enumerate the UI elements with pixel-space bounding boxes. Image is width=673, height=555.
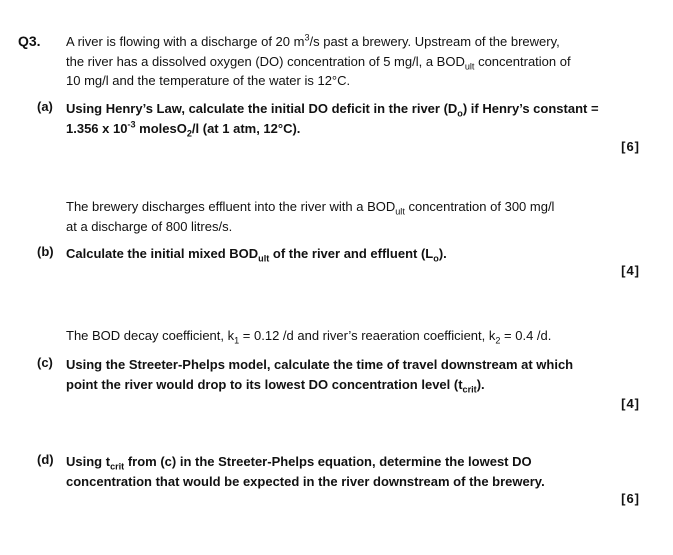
intro-line-3: 10 mg/l and the temperature of the water is 12°C. — [66, 73, 351, 88]
part-b-question: Calculate the initial mixed $BOD_{ult}$ of the river and effluent $(L_o)$. — [66, 246, 447, 264]
part-d-question: Using $t_{crit}$ from (c) in the Streeter-Phelps equation, determine the lowest DO concentration that would be expected in the river downstream of the brewery. — [66, 454, 545, 489]
part-d-marks: [6] — [621, 491, 640, 506]
part-a-marks: [6] — [621, 139, 640, 154]
question-number: Q3. — [18, 33, 41, 49]
part-c-label: (c) — [37, 355, 53, 370]
part-c-marks: [4] — [621, 396, 640, 411]
part-c-context: The BOD decay coefficient, $k_1 = 0.12$ /d and river’s reaeration coefficient, $k_2 = 0.4$ /d. — [66, 328, 552, 346]
intro-line-1: A river is flowing with a discharge of 20 $m^3/s$ past a brewery. Upstream of the brewery, — [66, 32, 560, 49]
part-b-marks: [4] — [621, 263, 640, 278]
part-b-label: (b) — [37, 244, 54, 259]
intro-line-2: the river has a dissolved oxygen (DO) concentration of 5 mg/l, a $BOD_{ult}$ concentration of — [66, 53, 571, 72]
question-intro — [66, 32, 646, 91]
part-a-label: (a) — [37, 99, 53, 114]
part-b-context: The brewery discharges effluent into the river with a $BOD_{ult}$ concentration of 300 mg/l at a discharge of 800 litres/s. — [66, 199, 555, 234]
part-a-question: Using Henry’s Law, calculate the initial DO deficit in the river $(D_o)$ if Henry’s constant = 1.356 x $10^{-3}$ molesO$_2$/l (at 1 atm, 12°C). — [66, 101, 599, 139]
part-c-question: Using the Streeter-Phelps model, calculate the time of travel downstream at which point the river would drop to its lowest DO concentration level $(t_{crit})$. — [66, 357, 574, 395]
part-d-label: (d) — [37, 452, 54, 467]
